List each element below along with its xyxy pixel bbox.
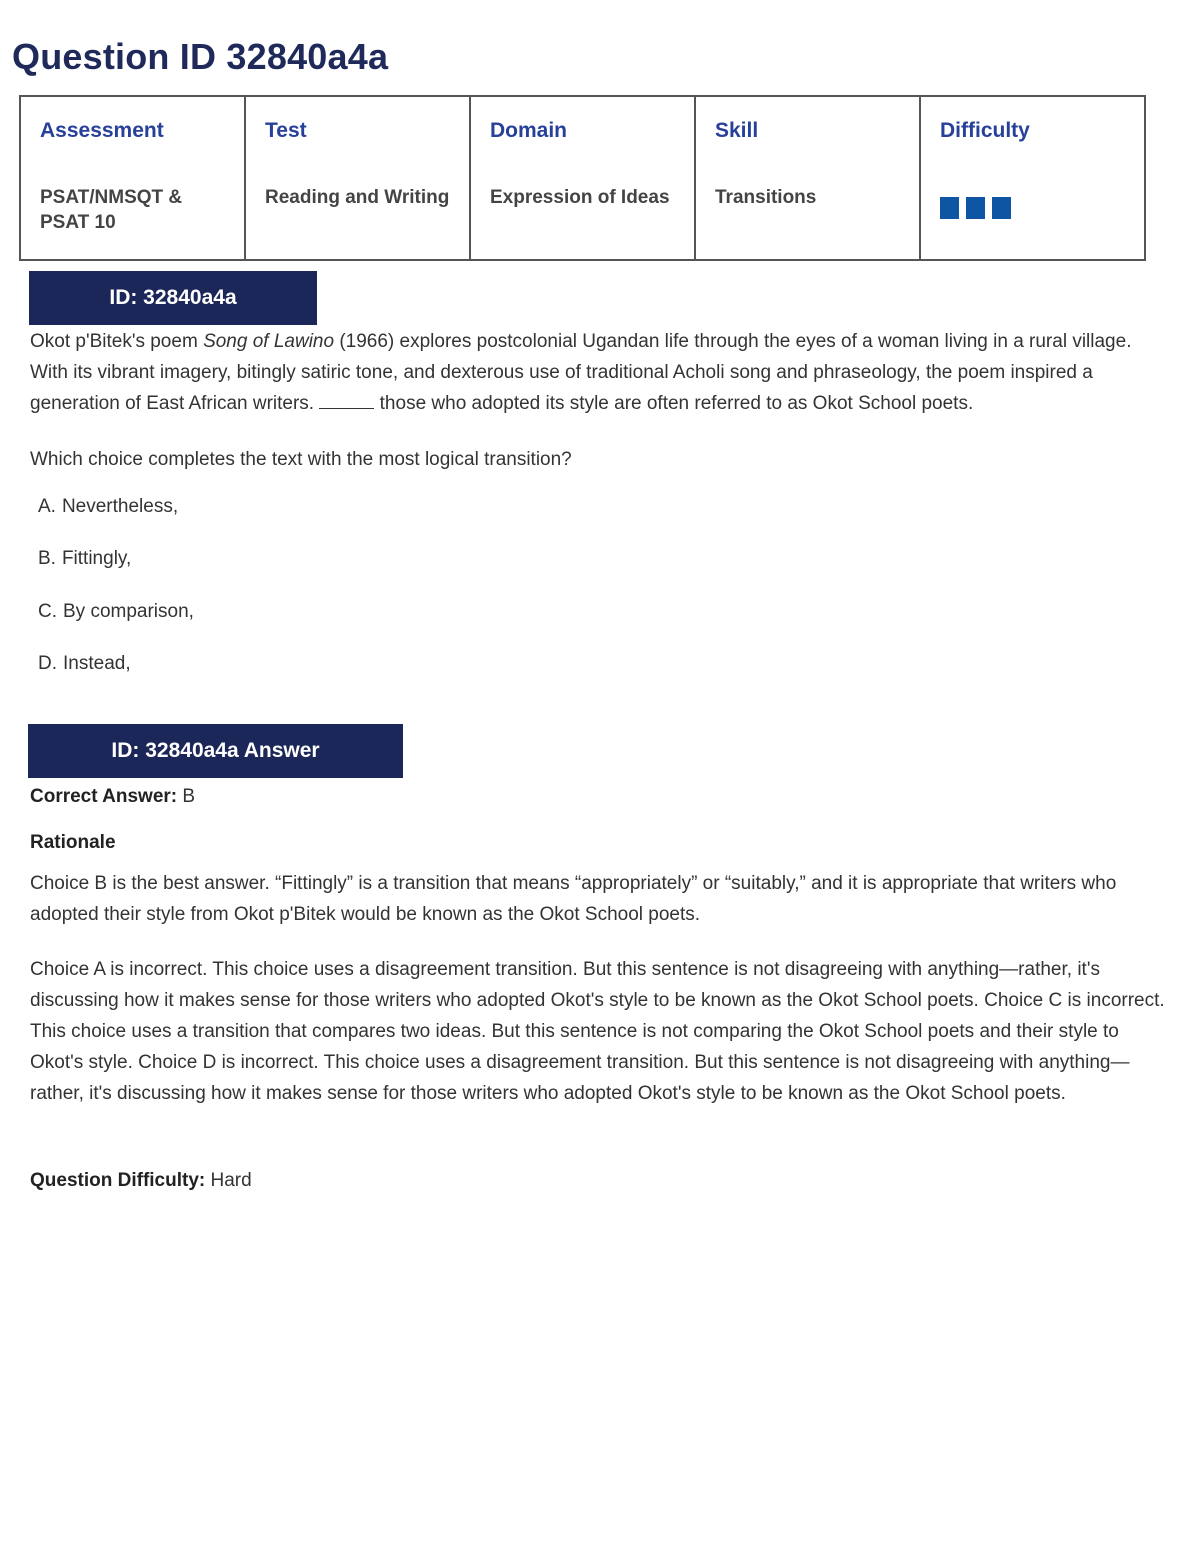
correct-answer-value: B [182,786,196,807]
question-passage [30,326,1170,419]
rationale-heading: Rationale [30,832,116,853]
answer-blank [319,394,374,409]
meta-value-domain: Expression of Ideas [490,187,670,208]
choice-text: Fittingly, [61,548,132,569]
question-difficulty-label: Question Difficulty: [30,1170,206,1191]
meta-value-assessment: PSAT/NMSQT & PSAT 10 [40,187,183,233]
difficulty-bar [966,197,985,219]
choice-text: By comparison, [63,601,194,622]
choice-letter: D. [38,653,57,674]
meta-header-test: Test [265,119,307,142]
passage-text-end: those who adopted its style are often referred to as Okot School poets. [374,393,974,414]
meta-cell-difficulty [920,96,1145,260]
correct-answer-line [30,784,195,810]
question-difficulty-line [30,1168,252,1194]
choice-text: Nevertheless, [61,496,179,517]
rationale-paragraph-correct: Choice B is the best answer. “Fittingly” is a transition that means “appropriately” or “suitably,” and it is appropriate that writers who adopted their style from Okot p'Bitek would be known as the Okot School poets. [30,873,1117,925]
difficulty-bar [940,197,959,219]
correct-answer-label: Correct Answer: [30,786,178,807]
question-id-banner: ID: 32840a4a [29,271,317,325]
meta-header-assessment: Assessment [40,119,164,142]
meta-cell-domain [470,96,695,260]
poem-title: Song of Lawino [203,331,335,352]
question-meta-table [19,95,1146,261]
choice-letter: C. [38,601,57,622]
rationale-paragraph-incorrect: Choice A is incorrect. This choice uses a disagreement transition. But this sentence is not disagreeing with anything—rather, it's discussing how it makes sense for those writers who adopted Okot's style to be known as the Okot School poets. Choice C is incorrect. This choice uses a transition that compares two ideas. But this sentence is not comparing the Okot School poets and their style to Okot's style. Choice D is incorrect. This choice uses a disagreement transition. But this sentence is not disagreeing with anything—rather, it's discussing how it makes sense for those writers who adopted Okot's style to be known as the Okot School poets. [30,959,1165,1104]
passage-text-start: Okot p'Bitek's poem [30,331,204,352]
meta-header-skill: Skill [715,119,759,142]
choice-text: Instead, [63,653,131,674]
passage-text-middle: (1966) explores postcolonial Ugandan life through the eyes of a woman living in a rural village. With its vibrant imagery, bitingly satiric tone, and dexterous use of traditional Acholi song and phraseology, the poem inspired a generation of East African writers. [30,331,1132,414]
choice-c[interactable] [38,599,194,625]
meta-cell-assessment [20,96,245,260]
choice-b[interactable] [38,546,131,572]
meta-value-test: Reading and Writing [265,187,450,208]
page-title: Question ID 32840a4a [12,36,389,77]
answer-id-banner: ID: 32840a4a Answer [28,724,403,778]
question-difficulty-value: Hard [210,1170,252,1191]
difficulty-indicator [940,197,1126,219]
meta-value-skill: Transitions [715,187,817,208]
choice-d[interactable] [38,651,131,677]
question-prompt: Which choice completes the text with the most logical transition? [30,449,572,470]
meta-cell-test [245,96,470,260]
meta-header-domain: Domain [490,119,568,142]
meta-header-difficulty: Difficulty [940,119,1030,142]
choice-a[interactable] [38,494,178,520]
choice-letter: A. [38,496,56,517]
difficulty-bar [992,197,1011,219]
choice-letter: B. [38,548,56,569]
meta-cell-skill [695,96,920,260]
